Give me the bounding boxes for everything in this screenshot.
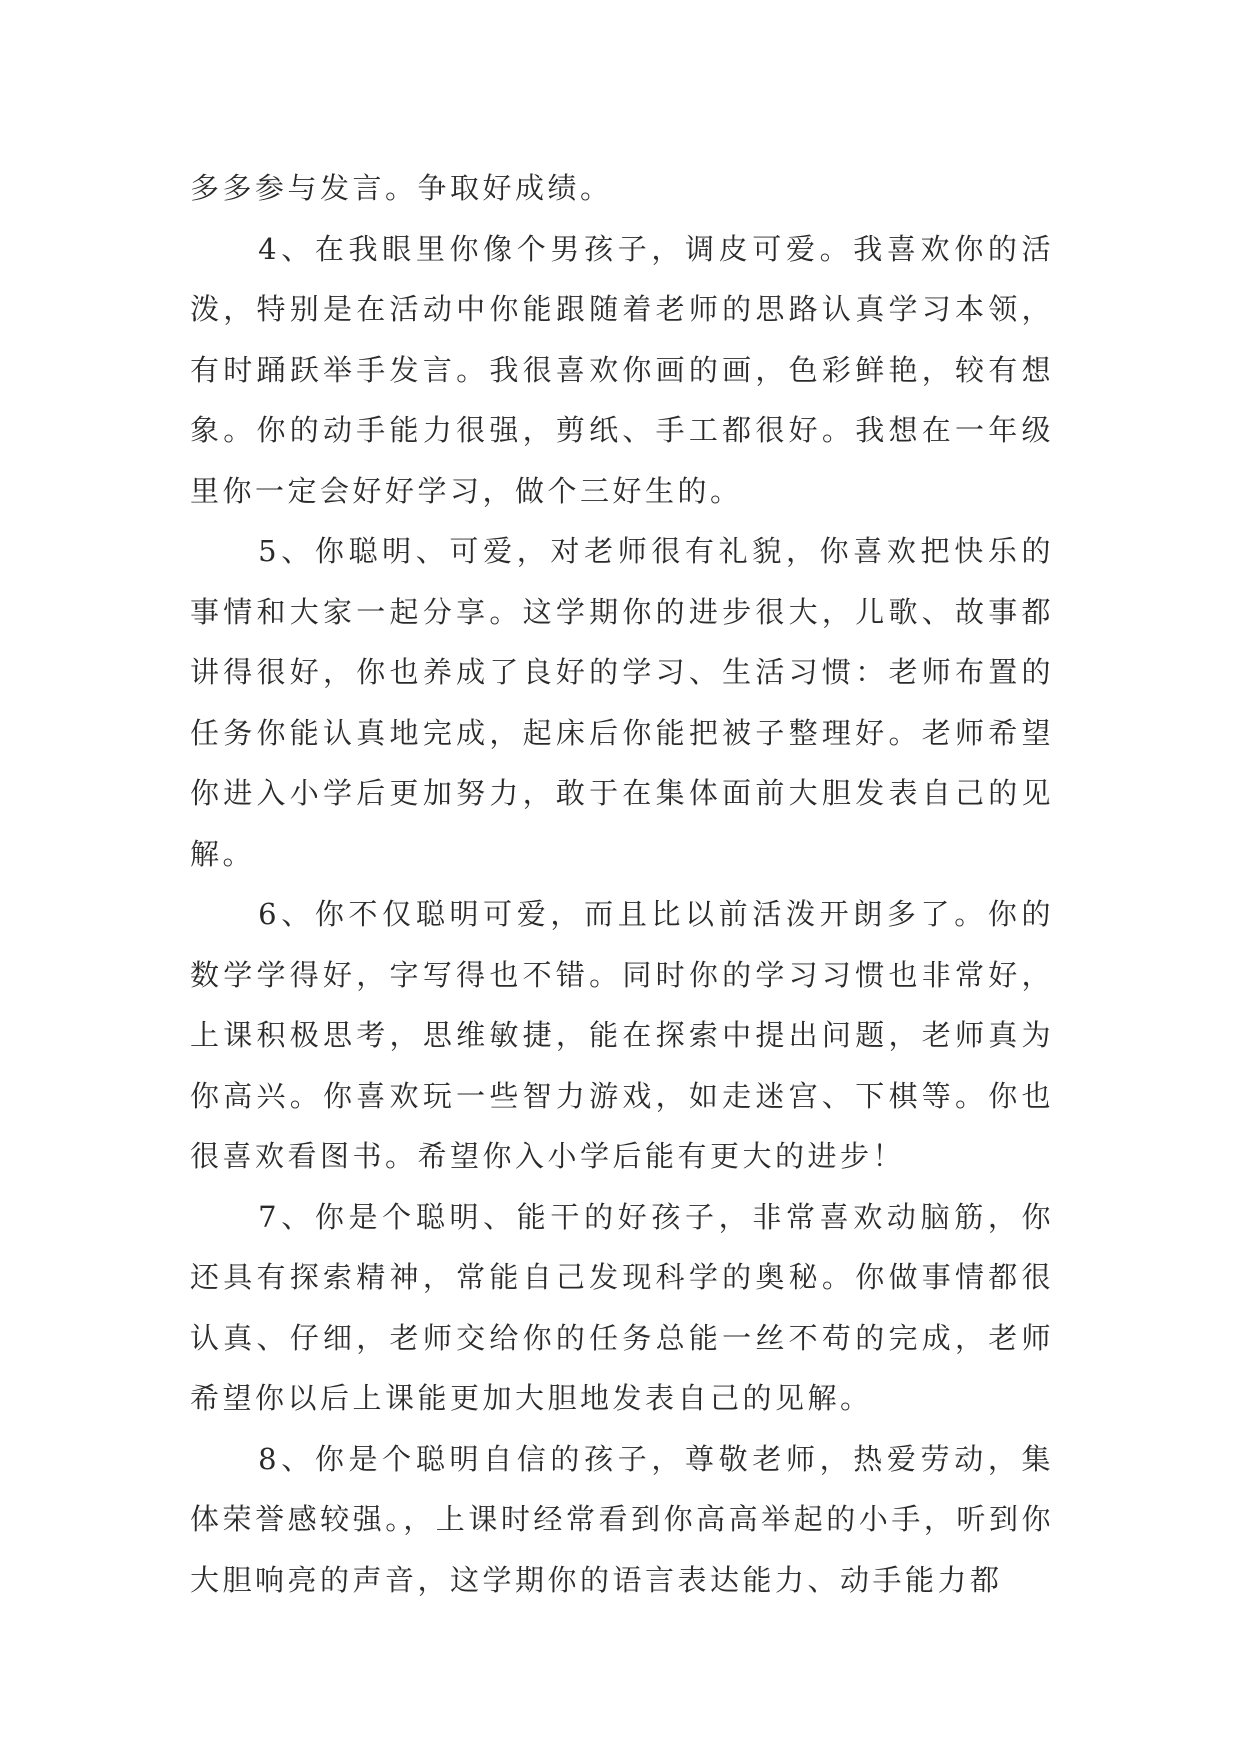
paragraph-comment-4: 4、在我眼里你像个男孩子，调皮可爱。我喜欢你的活泼，特别是在活动中你能跟随着老师的思路认真学习本领，有时踊跃举手发言。我很喜欢你画的画，色彩鲜艳，较有想象。你的动手能力很强，剪纸、手工都很好。我想在一年级里你一定会好好学习，做个三好生的。: [190, 231, 1054, 508]
paragraph-comment-6: 6、你不仅聪明可爱，而且比以前活泼开朗多了。你的数学学得好，字写得也不错。同时你的学习习惯也非常好，上课积极思考，思维敏捷，能在探索中提出问题，老师真为你高兴。你喜欢玩一些智力游戏，如走迷宫、下棋等。你也很喜欢看图书。希望你入小学后能有更大的进步！: [190, 897, 1054, 1173]
paragraph-comment-7: 7、你是个聪明、能干的好孩子，非常喜欢动脑筋，你还具有探索精神，常能自己发现科学的奥秘。你做事情都很认真、仔细，老师交给你的任务总能一丝不苟的完成，老师希望你以后上课能更加大胆地发表自己的见解。: [190, 1199, 1054, 1415]
paragraph-comment-5: 5、你聪明、可爱，对老师很有礼貌，你喜欢把快乐的事情和大家一起分享。这学期你的进步很大，儿歌、故事都讲得很好，你也养成了良好的学习、生活习惯：老师布置的任务你能认真地完成，起床后你能把被子整理好。老师希望你进入小学后更加努力，敢于在集体面前大胆发表自己的见解。: [190, 534, 1054, 871]
paragraph-comment-8: 8、你是个聪明自信的孩子，尊敬老师，热爱劳动，集体荣誉感较强。，上课时经常看到你高高举起的小手，听到你大胆响亮的声音，这学期你的语言表达能力、动手能力都: [190, 1441, 1054, 1597]
paragraph-continuation: 多多参与发言。争取好成绩。: [190, 171, 613, 205]
document-body: [190, 158, 1054, 1610]
